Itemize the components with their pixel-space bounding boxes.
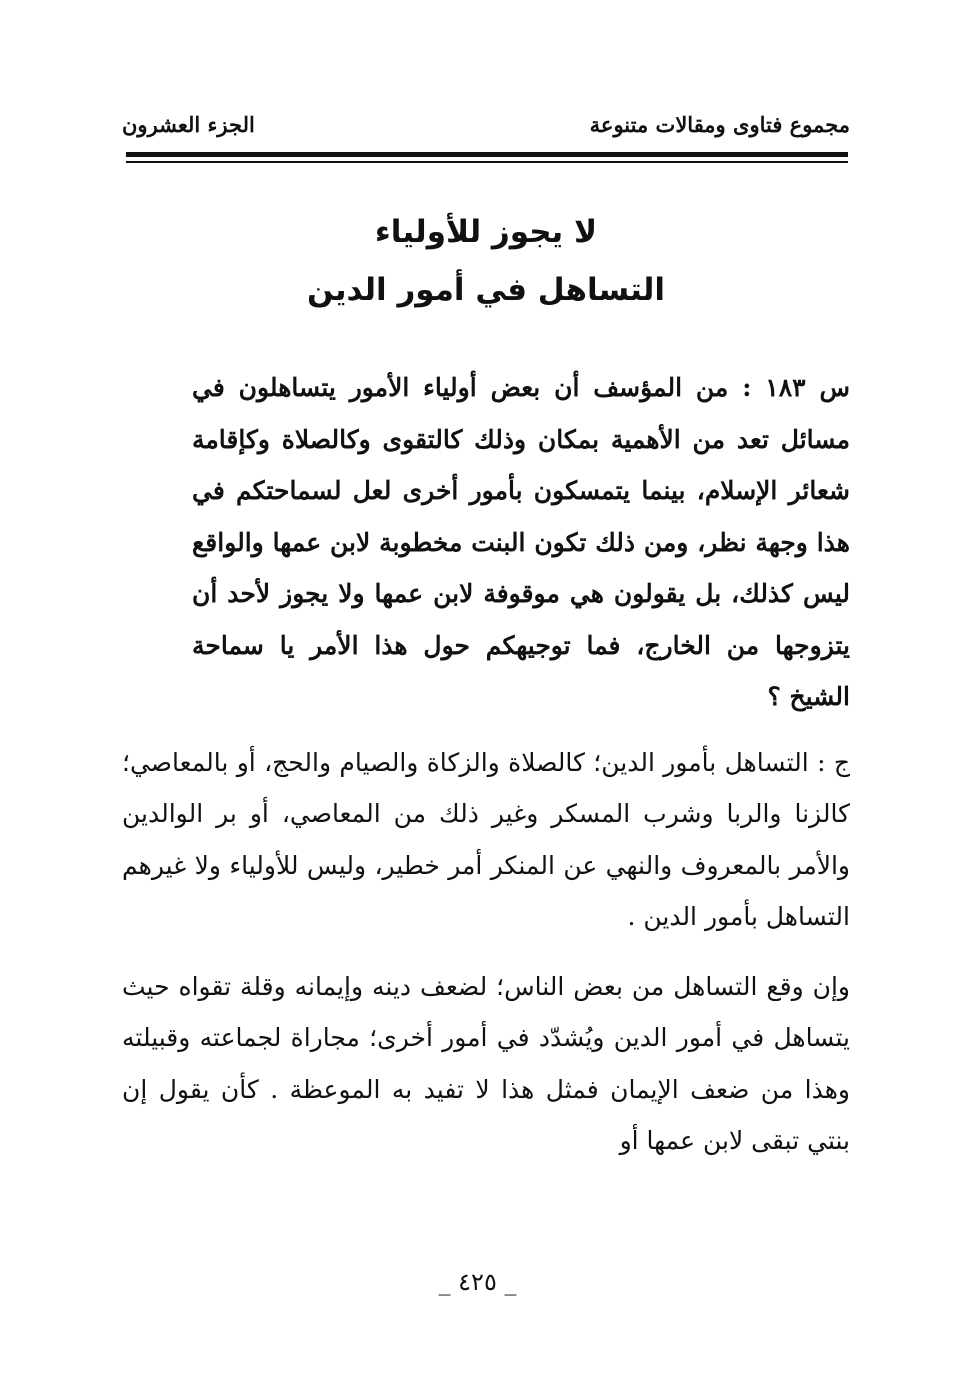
book-title: مجموع فتاوى ومقالات متنوعة — [589, 112, 850, 137]
title-line-1: لا يجوز للأولياء — [374, 214, 598, 250]
header-rule-thick — [126, 152, 848, 157]
body-paragraph: وإن وقع التساهل من بعض الناس؛ لضعف دينه وإيمانه وقلة تقواه حيث يتساهل في أمور الدين ويُشدّد في أمور أخرى؛ مجاراة لجماعته وقبيلته وهذا من ضعف الإيمان فمثل هذا لا تفيد به الموعظة . كأن يقول إن بنتي تبقى لابن عمها أو — [122, 971, 850, 1155]
title-line-2: التساهل في أمور الدين — [306, 272, 666, 308]
body-text — [122, 362, 850, 1167]
answer-paragraph: ج : التساهل بأمور الدين؛ كالصلاة والزكاة والصيام والحج، أو بالمعاصي؛ كالزنا والربا وشرب المسكر وغير ذلك من المعاصي، أو بر الوالدين والأمر بالمعروف والنهي عن المنكر أمر خطير، وليس للأولياء ولا غيرهم التساهل بأمور الدين . — [122, 747, 850, 931]
section-title — [122, 203, 850, 319]
page-number: _ ٤٢٥ _ — [438, 1268, 517, 1296]
volume-label: الجزء العشرون — [122, 112, 255, 137]
question-paragraph: س ١٨٣ : من المؤسف أن بعض أولياء الأمور يتساهلون في مسائل تعد من الأهمية بمكان وذلك كالتقوى وكالصلاة وكإقامة شعائر الإسلام، بينما يتمسكون بأمور أخرى لعل لسماحتكم في هذا وجهة نظر، ومن ذلك تكون البنت مخطوبة لابن عمها والواقع ليس كذلك، بل يقولون هي موقوفة لابن عمها ولا يجوز لأحد أن يتزوجها من الخارج، فما توجيهكم حول هذا الأمر يا سماحة الشيخ ؟ — [192, 373, 850, 711]
running-header — [122, 112, 850, 148]
header-rule-thin — [126, 161, 848, 163]
